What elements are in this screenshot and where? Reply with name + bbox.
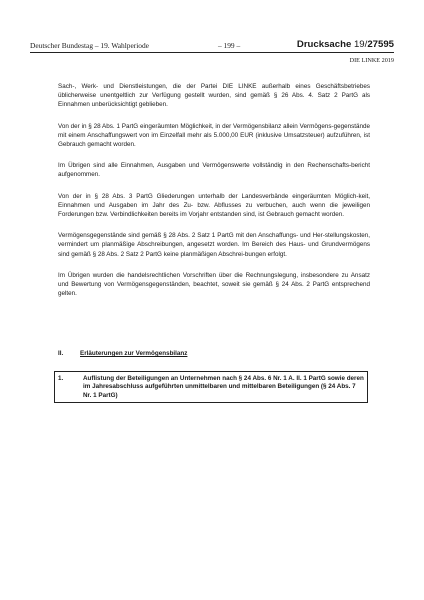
document-series: 19/ <box>353 39 368 50</box>
subsection-title: Auflistung der Beteiligungen an Unternehmen nach § 24 Abs. 6 Nr. 1 A. II. 1 PartG sowie deren im Jahresabschluss aufgeführten unmittelbaren und mittelbaren Beteiligungen (§ 24 Abs. 7 Nr. 1 PartG) <box>83 375 364 399</box>
section-number: II. <box>58 350 64 357</box>
document-id: 27595 <box>367 39 394 50</box>
header-rule <box>30 52 394 53</box>
section-heading <box>58 350 370 357</box>
body-text <box>58 82 370 310</box>
document-label: Drucksache <box>296 39 352 50</box>
page-number: – 199 – <box>218 41 241 50</box>
paragraph: Im Übrigen wurden die handelsrechtlichen Vorschriften über die Rechnungslegung, insbesondere zu Ansatz und Bewertung von Vermögensgegenständen, beachtet, soweit sie gemäß § 24 Abs. 2 PartG entsprechend gelten. <box>58 271 370 298</box>
paragraph: Von der in § 28 Abs. 3 PartG Gliederungen unterhalb der Landesverbände eingeräumten Möglich-keit, Einnahmen und Ausgaben im Jahr des Zu- bzw. Abflusses zu verbuchen, auch wenn die jeweiligen Forderungen bzw. Verbindlichkeiten bereits im Vorjahr entstanden sind, ist Gebrauch gemacht worden. <box>58 192 370 219</box>
paragraph: Von der in § 28 Abs. 1 PartG eingeräumten Möglichkeit, in der Vermögensbilanz allein Vermögens-gegenstände mit einem Anschaffungswert von im Einzelfall mehr als 5.000,00 EUR (inklusive Umsatzsteuer) aufzuführen, ist Gebrauch gemacht worden. <box>58 122 370 149</box>
subsection-box <box>54 371 368 403</box>
paragraph: Vermögensgegenstände sind gemäß § 28 Abs. 2 Satz 1 PartG mit den Anschaffungs- und Her-stellungskosten, vermindert um planmäßige Abschreibungen, angesetzt worden. Im Bereich des Haus- und Grundvermögens sind gemäß § 28 Abs. 2 Satz 2 PartG keine planmäßigen Abschrei-bungen erfolgt. <box>58 232 370 258</box>
paragraph: Im Übrigen sind alle Einnahmen, Ausgaben und Vermögenswerte vollständig in den Rechenschafts-bericht aufgenommen. <box>58 162 370 179</box>
parliament-period: Deutscher Bundestag – 19. Wahlperiode <box>30 41 149 50</box>
document-number <box>297 39 394 50</box>
page-header <box>30 40 394 52</box>
section-title: Erläuterungen zur Vermögensbilanz <box>80 350 188 357</box>
party-year-label: DIE LINKE 2019 <box>349 57 394 64</box>
paragraph: Sach-, Werk- und Dienstleistungen, die der Partei DIE LINKE außerhalb eines Geschäftsbetriebes üblicherweise unentgeltlich zur Verfügung gestellt wurden, sind gemäß § 26 Abs. 4. Satz 2 PartG als Einnahmen unberücksichtigt geblieben. <box>58 83 370 109</box>
subsection-number: 1. <box>58 375 64 382</box>
